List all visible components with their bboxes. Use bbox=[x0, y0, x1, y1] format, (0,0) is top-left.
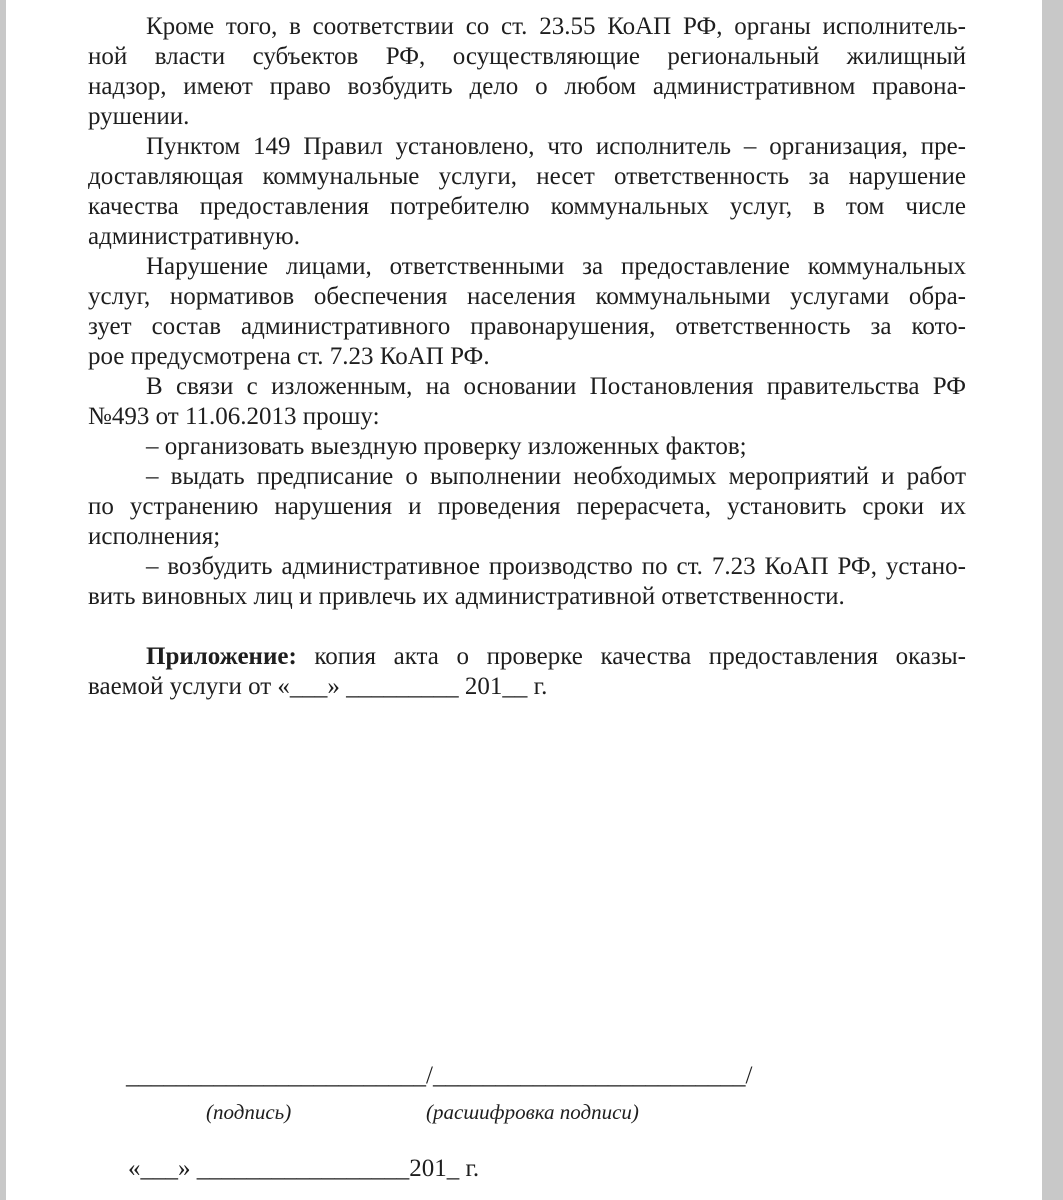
text-line: – возбудить административное производство по ст. 7.23 КоАП РФ, устано- bbox=[146, 553, 966, 580]
paragraph bbox=[88, 372, 966, 432]
text-line: ной власти субъектов РФ, осуществляющие региональный жилищный bbox=[88, 43, 966, 70]
text-line: Кроме того, в соответствии со ст. 23.55 КоАП РФ, органы исполнитель- bbox=[146, 13, 966, 40]
attachment-paragraph bbox=[88, 642, 966, 702]
text-line: – организовать выездную проверку изложенных фактов; bbox=[146, 433, 747, 460]
date-line: «___» _________________201_ г. bbox=[128, 1155, 480, 1182]
text-line: В связи с изложенным, на основании Постановления правительства РФ bbox=[146, 373, 966, 400]
paragraph bbox=[88, 252, 966, 372]
signature-line: ________________________/_________________________/ bbox=[126, 1062, 753, 1089]
text-line: Нарушение лицами, ответственными за предоставление коммунальных bbox=[146, 253, 966, 280]
text-line: зует состав административного правонарушения, ответственность за кото- bbox=[88, 313, 966, 340]
signature-caption: (подпись) bbox=[206, 1100, 292, 1124]
text-line: услуг, нормативов обеспечения населения коммунальными услугами обра- bbox=[88, 283, 966, 310]
paragraph bbox=[88, 462, 966, 552]
text-line: по устранению нарушения и проведения перерасчета, установить сроки их bbox=[88, 493, 966, 520]
text-line: вить виновных лиц и привлечь их административной ответственности. bbox=[88, 583, 845, 610]
text-line: Пунктом 149 Правил установлено, что исполнитель – организация, пре- bbox=[146, 133, 966, 160]
attachment-line bbox=[88, 642, 966, 672]
text-line: исполнения; bbox=[88, 523, 221, 550]
spacer bbox=[88, 612, 966, 642]
text-line: рое предусмотрена ст. 7.23 КоАП РФ. bbox=[88, 343, 490, 370]
text-line: №493 от 11.06.2013 прошу: bbox=[88, 403, 380, 430]
document-page bbox=[6, 0, 1042, 1200]
text-line: рушении. bbox=[88, 103, 190, 130]
document-body bbox=[88, 12, 966, 702]
paragraph bbox=[88, 552, 966, 612]
signature-name-caption: (расшифровка подписи) bbox=[426, 1100, 639, 1124]
text-line: надзор, имеют право возбудить дело о любом административном правона- bbox=[88, 73, 966, 100]
attachment-text: копия акта о проверке качества предоставления оказы- bbox=[296, 643, 966, 670]
text-line: доставляющая коммунальные услуги, несет ответственность за нарушение bbox=[88, 163, 966, 190]
text-line: административную. bbox=[88, 223, 300, 250]
text-line: качества предоставления потребителю коммунальных услуг, в том числе bbox=[88, 193, 966, 220]
attachment-label: Приложение: bbox=[146, 643, 297, 670]
attachment-line: ваемой услуги от «___» _________ 201__ г. bbox=[88, 673, 548, 700]
paragraph bbox=[88, 432, 966, 462]
paragraph bbox=[88, 12, 966, 132]
paragraph bbox=[88, 132, 966, 252]
text-line: – выдать предписание о выполнении необходимых мероприятий и работ bbox=[146, 463, 966, 490]
